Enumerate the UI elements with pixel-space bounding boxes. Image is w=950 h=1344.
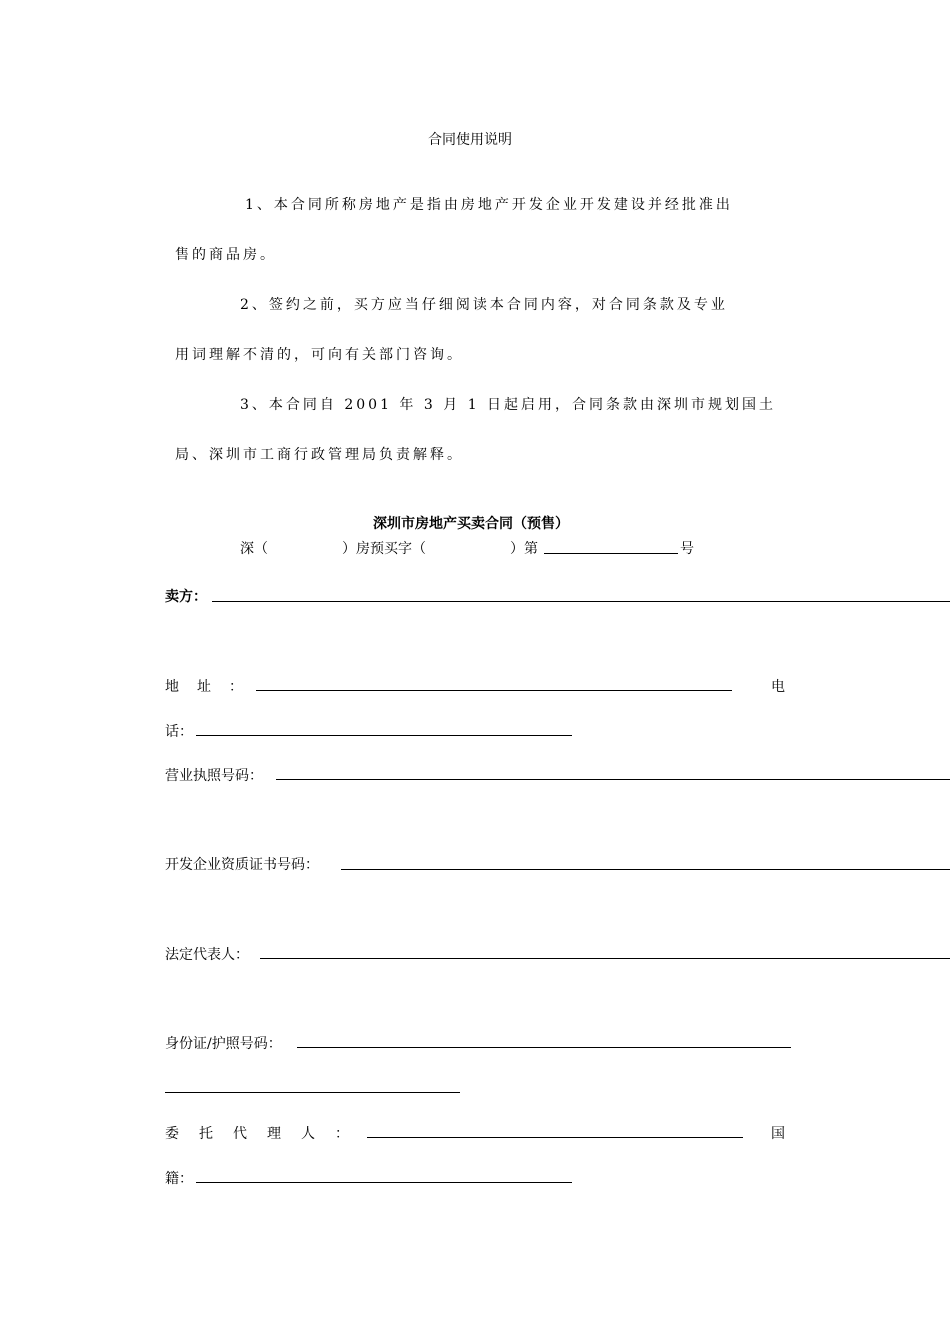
contract-number-di: ）第 [510, 541, 538, 557]
id-passport-label: 身份证/护照号码： [165, 1036, 282, 1052]
business-license-label: 营业执照号码： [165, 768, 263, 784]
contract-number-blank[interactable] [544, 553, 678, 554]
agent-label: 委 托 代 理 人 ： [165, 1126, 352, 1142]
instruction-2-line-2: 用词理解不清的，可向有关部门咨询。 [175, 347, 464, 363]
instructions-title: 合同使用说明 [428, 132, 512, 148]
nationality-label-start: 国 [771, 1126, 785, 1142]
contract-number-mid: ）房预买字（ [342, 541, 426, 557]
seller-blank[interactable] [212, 601, 950, 602]
instruction-1-line-1: 1、本合同所称房地产是指由房地产开发企业开发建设并经批准出 [245, 197, 733, 213]
instruction-2-line-1: 2、签约之前，买方应当仔细阅读本合同内容，对合同条款及专业 [240, 297, 728, 313]
phone-label-end: 话： [165, 724, 193, 740]
nationality-blank[interactable] [196, 1182, 572, 1183]
id-passport-blank-cont[interactable] [165, 1092, 460, 1093]
seller-label: 卖方： [165, 589, 207, 605]
id-passport-blank[interactable] [297, 1047, 791, 1048]
qualification-cert-label: 开发企业资质证书号码： [165, 857, 319, 873]
phone-label-start: 电 [771, 679, 785, 695]
instruction-3-line-2: 局、深圳市工商行政管理局负责解释。 [175, 447, 464, 463]
instruction-1-line-2: 售的商品房。 [175, 247, 277, 263]
contract-number-suffix: 号 [680, 541, 694, 557]
nationality-label-end: 籍： [165, 1171, 193, 1187]
address-blank[interactable] [256, 690, 732, 691]
legal-rep-label: 法定代表人： [165, 947, 249, 963]
agent-blank[interactable] [367, 1137, 743, 1138]
legal-rep-blank[interactable] [260, 958, 950, 959]
qualification-cert-blank[interactable] [341, 869, 950, 870]
phone-blank[interactable] [196, 735, 572, 736]
business-license-blank[interactable] [276, 779, 950, 780]
instruction-3-line-1: 3、本合同自 2001 年 3 月 1 日起启用，合同条款由深圳市规划国土 [240, 397, 777, 413]
contract-title: 深圳市房地产买卖合同（预售） [373, 516, 569, 532]
address-label: 地 址 ： [165, 679, 245, 695]
contract-number-prefix: 深（ [240, 541, 268, 557]
